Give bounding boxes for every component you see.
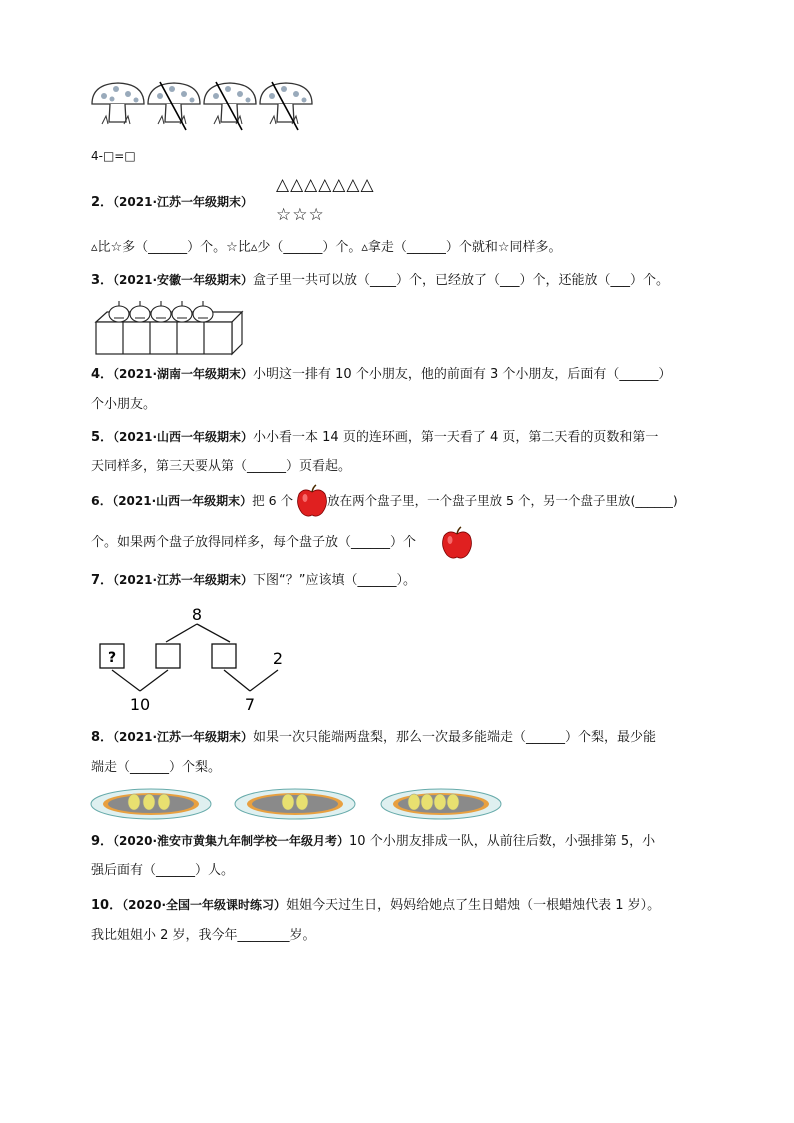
question-text: 放在两个盘子里，一个盘子里放 5 个，另一个盘子里放(______) bbox=[327, 493, 678, 508]
question-text: 10 个小朋友排成一队，从前往后数，小强排第 5，小 bbox=[349, 834, 656, 849]
question-source: （2021·江苏一年级期末） bbox=[113, 730, 254, 744]
question-number: 10． bbox=[91, 898, 123, 913]
apple-icon bbox=[296, 484, 328, 518]
question-text: 个。如果两个盘子放得同样多，每个盘子放（______）个 bbox=[91, 535, 417, 550]
apple-icon bbox=[441, 526, 473, 560]
question-text: 盒子里一共可以放（____）个，已经放了（___）个，还能放（___）个。 bbox=[253, 273, 670, 288]
question-5-line-2: 天同样多，第三天要从第（______）页看起。 bbox=[91, 459, 352, 474]
question-4-line-2: 个小朋友。 bbox=[91, 397, 157, 412]
question-number: 7． bbox=[91, 573, 114, 588]
question-number: 3． bbox=[91, 273, 114, 288]
question-source: （2021·江苏一年级期末） bbox=[113, 573, 254, 587]
question-number: 5． bbox=[91, 430, 114, 445]
mushroom-2 bbox=[148, 82, 200, 130]
question-text: 小小看一本 14 页的连环画，第一天看了 4 页，第二天看的页数和第一 bbox=[253, 430, 659, 445]
diagram-question-mark: ? bbox=[107, 650, 117, 666]
question-text: 如果一次只能端两盘梨，那么一次最多能端走（______）个梨，最少能 bbox=[253, 730, 657, 745]
question-source: （2021·山西一年级期末） bbox=[113, 430, 254, 444]
question-source: （2021·山西一年级期末） bbox=[112, 494, 253, 508]
question-7 bbox=[91, 570, 416, 591]
question-6-line-2 bbox=[91, 533, 459, 553]
question-source: （2020·全国一年级课时练习） bbox=[122, 898, 287, 912]
question-text: 下图“？”应该填（______）。 bbox=[253, 573, 416, 588]
diagram-right-number: 2 bbox=[272, 649, 284, 668]
question-9-line-2: 强后面有（______）人。 bbox=[91, 863, 235, 878]
question-text: 把 6 个 bbox=[252, 493, 294, 508]
question-source: （2021·安徽一年级期末） bbox=[113, 273, 254, 287]
mushrooms-image bbox=[90, 80, 310, 135]
question-2-header bbox=[91, 192, 253, 213]
question-4-line-1 bbox=[91, 364, 671, 385]
pear-plates-image bbox=[90, 784, 505, 824]
question-5-line-1 bbox=[91, 427, 658, 448]
empty-box-1 bbox=[156, 644, 180, 668]
question-8-line-1 bbox=[91, 727, 656, 748]
question-3 bbox=[91, 270, 669, 291]
q1-equation: 4-□=□ bbox=[91, 149, 136, 163]
question-source: （2020·淮安市黄集九年制学校一年级月考） bbox=[113, 834, 350, 848]
plate-2 bbox=[235, 789, 355, 819]
number-split-diagram bbox=[90, 600, 300, 718]
question-2-text: ▵比☆多（______）个。☆比▵少（______）个。▵拿走（______）个就和☆同样多。 bbox=[91, 240, 562, 255]
stars-row: ☆☆☆ bbox=[276, 205, 325, 225]
question-10-line-1 bbox=[91, 895, 660, 916]
question-number: 2． bbox=[91, 195, 114, 210]
mushroom-3 bbox=[204, 82, 256, 130]
apple-box-image bbox=[93, 298, 243, 356]
question-number: 9． bbox=[91, 834, 114, 849]
plate-3 bbox=[381, 789, 501, 819]
empty-box-2 bbox=[212, 644, 236, 668]
mushroom-1 bbox=[92, 83, 144, 124]
question-source: （2021·湖南一年级期末） bbox=[113, 367, 254, 381]
question-text: 姐姐今天过生日，妈妈给她点了生日蜡烛（一根蜡烛代表 1 岁）。 bbox=[286, 898, 661, 913]
question-10-line-2: 我比姐姐小 2 岁，我今年________岁。 bbox=[91, 928, 316, 943]
mushroom-4 bbox=[260, 82, 312, 130]
question-9-line-1 bbox=[91, 831, 655, 852]
question-number: 4． bbox=[91, 367, 114, 382]
question-6-line-1 bbox=[91, 491, 678, 511]
question-text: 小明这一排有 10 个小朋友，他的前面有 3 个小朋友，后面有（______） bbox=[253, 367, 672, 382]
question-number: 6． bbox=[91, 493, 113, 508]
triangles-row: △△△△△△△ bbox=[276, 175, 375, 195]
diagram-top-number: 8 bbox=[191, 605, 203, 624]
question-number: 8． bbox=[91, 730, 114, 745]
diagram-bottom-left-number: 10 bbox=[129, 695, 151, 714]
question-8-line-2: 端走（______）个梨。 bbox=[91, 760, 222, 775]
question-source: （2021·江苏一年级期末） bbox=[113, 195, 254, 209]
diagram-bottom-right-number: 7 bbox=[244, 695, 256, 714]
plate-1 bbox=[91, 789, 211, 819]
